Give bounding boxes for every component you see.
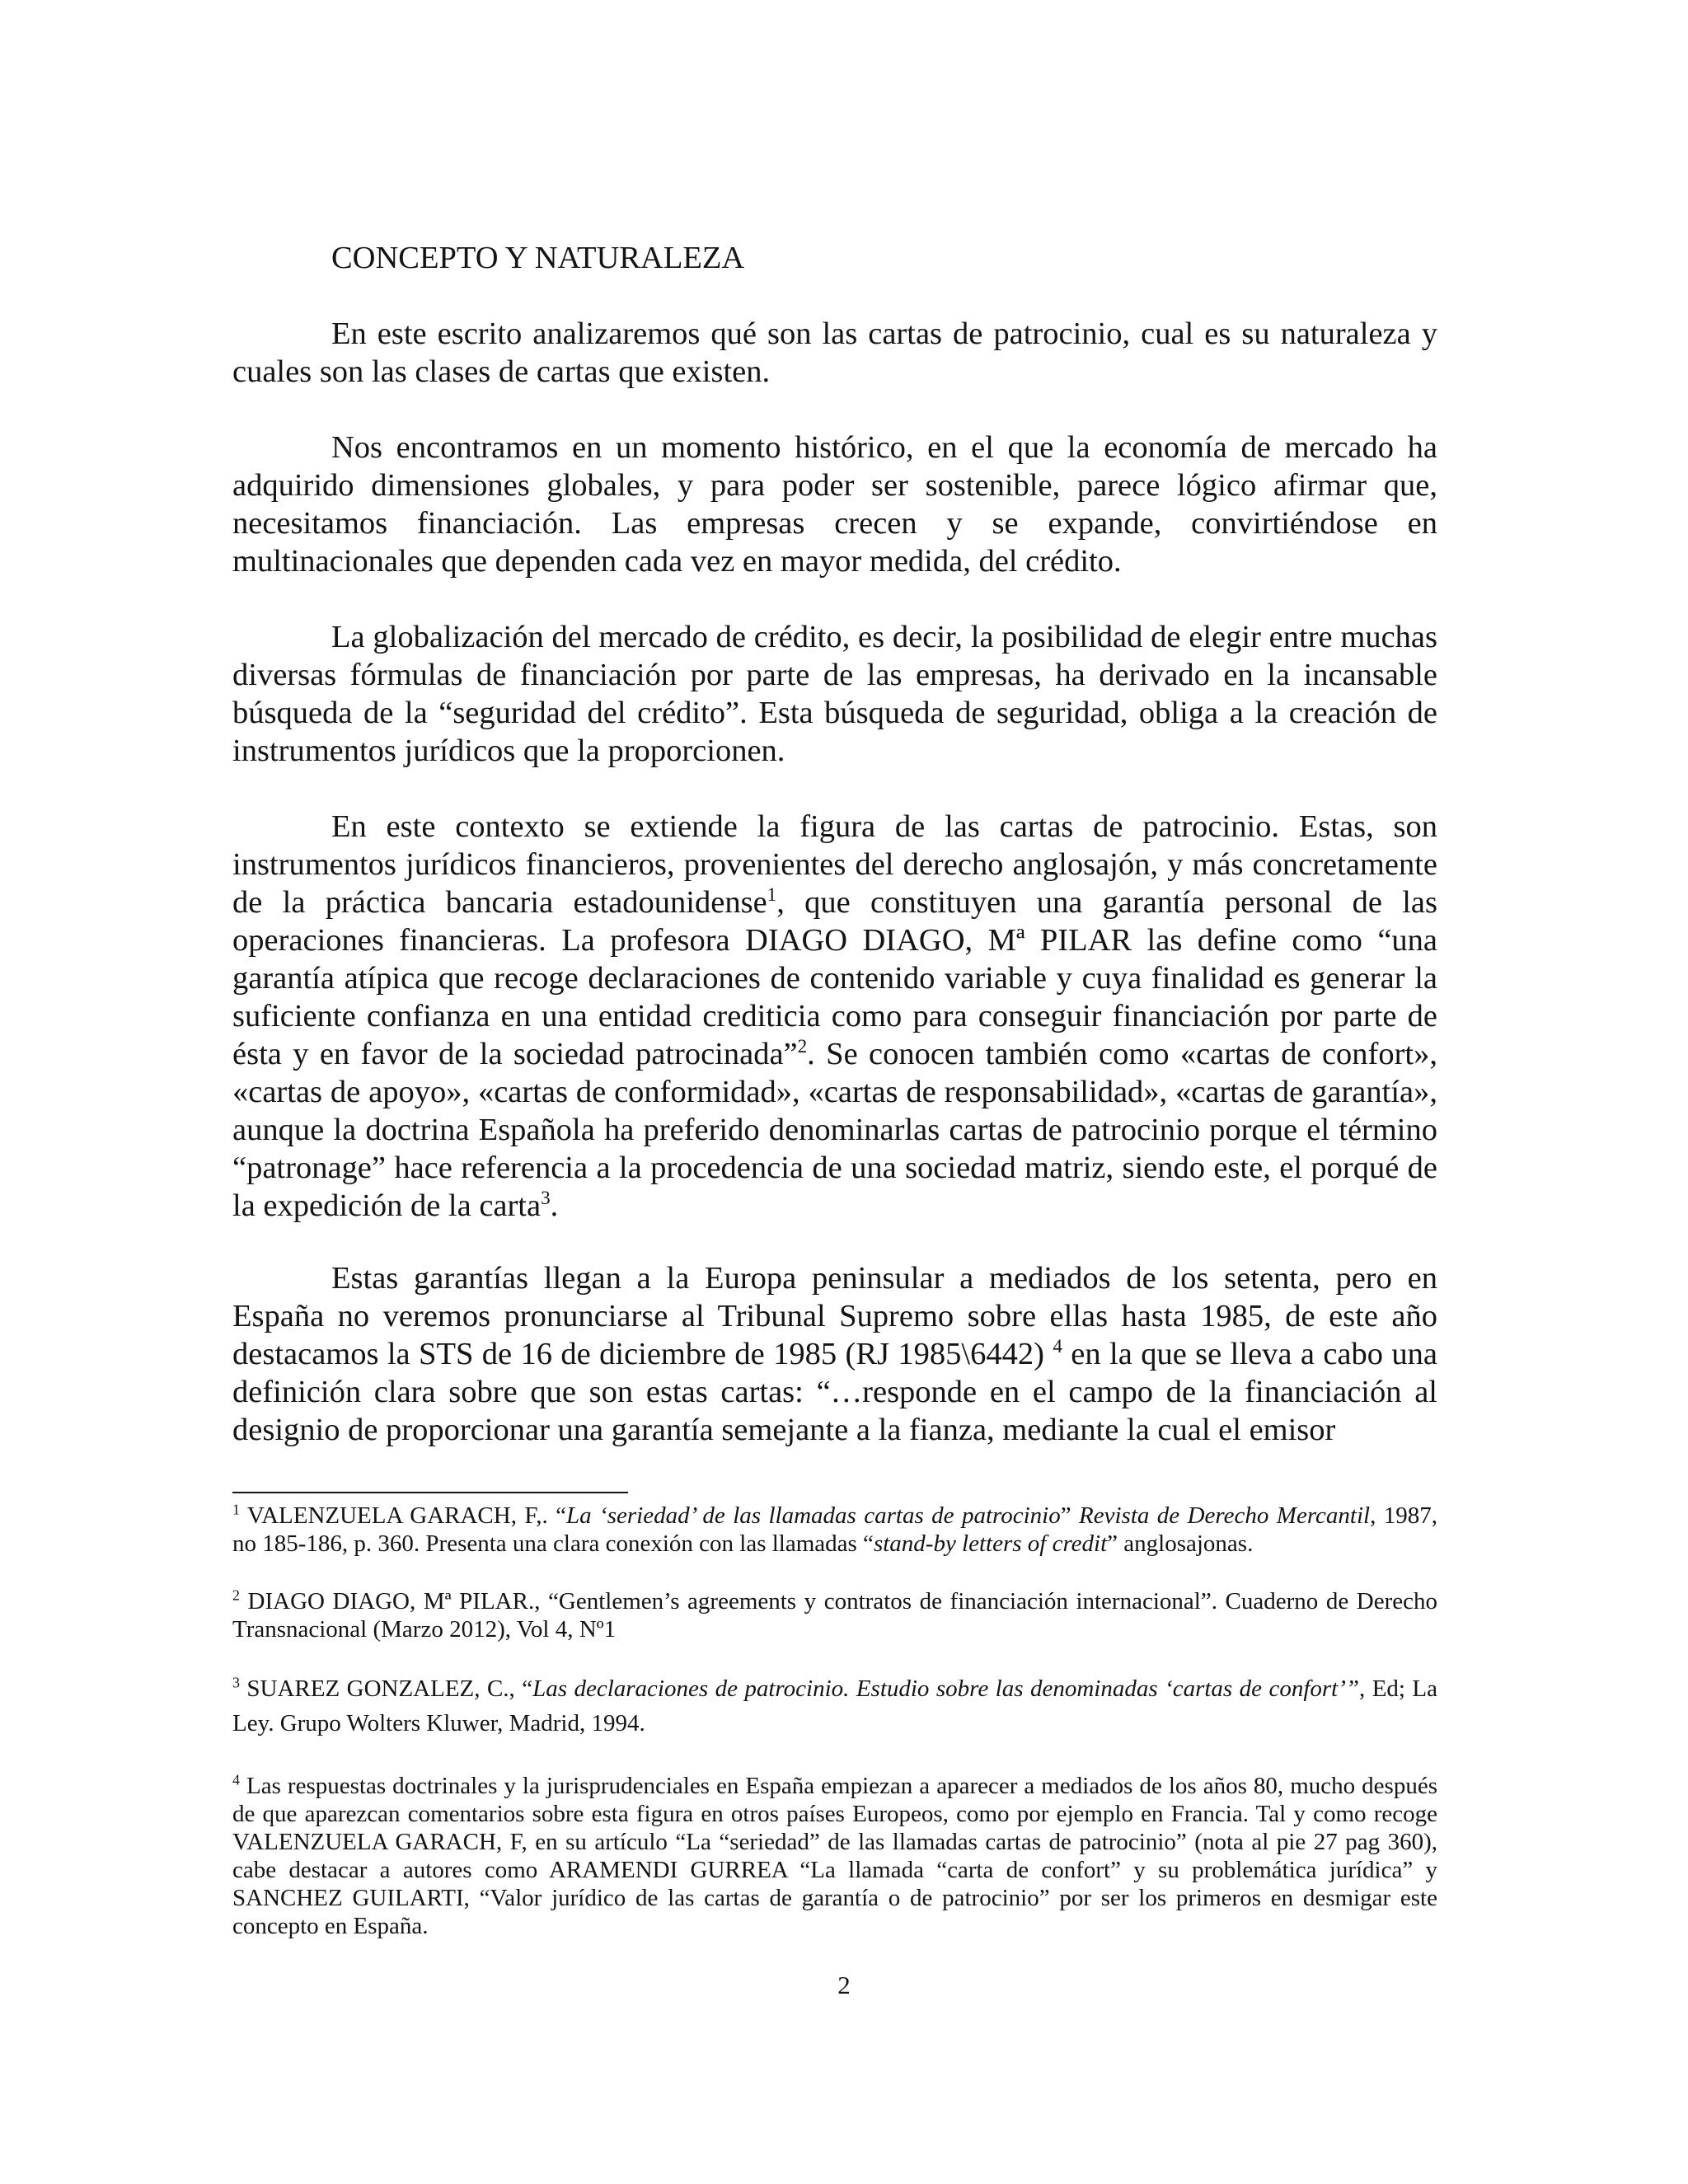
footnote-journal: Revista de Derecho Mercantil — [1079, 1502, 1371, 1529]
footnote-4 — [232, 1772, 1437, 1940]
footnote-title: La ‘seriedad’ de las llamadas cartas de patrocinio — [565, 1502, 1061, 1529]
section-heading: CONCEPTO Y NATURALEZA — [331, 241, 745, 275]
paragraph-context — [232, 429, 1437, 580]
footnote-separator — [232, 1492, 628, 1493]
page-number: 2 — [837, 1971, 851, 1999]
footnote-text: , 1987, no 185-186, p. 360. Presenta una clara conexión con las llamadas “ — [232, 1502, 1438, 1557]
paragraph-text: Estas garantías llegan a la Europa peninsular a mediados de los setenta, pero en España no veremos pronunciarse al Tribunal Supremo sobre ellas hasta 1985, de este año destacamos la STS de 16 de diciembre de 1985 (RJ 1985\6442) — [232, 1261, 1437, 1371]
footnote-text: , Ed; La Ley. Grupo Wolters Kluwer, Madrid, 1994. — [232, 1675, 1437, 1736]
paragraph-text: Nos encontramos en un momento histórico, en el que la economía de mercado ha adquirido dimensiones globales, y para poder ser sostenible, parece lógico afirmar que, necesitamos financiación. Las empresas crecen y se expande, convirtiéndose en multinacionales que dependen cada vez en mayor medida, del crédito. — [232, 430, 1437, 579]
footnote-ref-3[interactable]: 3 — [541, 1187, 551, 1209]
footnote-number: 3 — [232, 1674, 240, 1691]
footnote-ref-2[interactable]: 2 — [797, 1035, 808, 1057]
paragraph-history — [232, 1259, 1437, 1449]
paragraph-text: . — [550, 1188, 559, 1223]
footnote-number: 2 — [232, 1586, 240, 1604]
paragraph-text: En este contexto se extiende la figura de las cartas de patrocinio. Estas, son instrumentos jurídicos financieros, provenientes del derecho anglosajón, y más concretamente de la práctica bancaria estadounidense — [232, 809, 1437, 920]
paragraph-text: , que constituyen una garantía personal de las operaciones financieras. La profesora DIAGO DIAGO, Mª PILAR las define como “una garantía atípica que recoge declaraciones de contenido variable y cuya finalidad es generar la suficiente confianza en una entidad crediticia como para conseguir financiación por parte de ésta y en favor de la sociedad patrocinada” — [232, 885, 1437, 1071]
footnote-text: DIAGO DIAGO, Mª PILAR., “Gentlemen’s agreements y contratos de financiación internacional”. Cuaderno de Derecho Transnacional (Marzo 2012), Vol 4, Nº1 — [232, 1588, 1437, 1643]
paragraph-text: . Se conocen también como «cartas de confort», «cartas de apoyo», «cartas de conformidad», «cartas de responsabilidad», «cartas de garantía», aunque la doctrina Española ha preferido denominarlas cartas de patrocinio porque el término “patronage” hace referencia a la procedencia de una sociedad matriz, siendo este, el porqué de la expedición de la carta — [232, 1037, 1437, 1223]
footnote-title: Las declaraciones de patrocinio. Estudio sobre las denominadas ‘cartas de confort’” — [532, 1675, 1360, 1702]
paragraph-intro — [232, 315, 1437, 391]
footnote-3 — [232, 1671, 1437, 1741]
footnote-text: ” anglosajonas. — [1107, 1530, 1254, 1557]
paragraph-definition — [232, 808, 1437, 1225]
footnote-2 — [232, 1587, 1437, 1643]
paragraph-text: en la que se lleva a cabo una definición clara sobre que son estas cartas: “…responde en el campo de la financiación al designio de proporcionar una garantía semejante a la fianza, mediante la cual el emisor — [232, 1337, 1437, 1447]
footnote-text: SUAREZ GONZALEZ, C., “ — [239, 1675, 533, 1702]
footnote-text: VALENZUELA GARACH, F,. “ — [239, 1502, 566, 1529]
footnote-1 — [232, 1502, 1437, 1558]
footnote-number: 4 — [232, 1771, 240, 1788]
paragraph-globalization — [232, 618, 1437, 770]
paragraph-text: La globalización del mercado de crédito, es decir, la posibilidad de elegir entre muchas diversas fórmulas de financiación por parte de las empresas, ha derivado en la incansable búsqueda de la “seguridad del crédito”. Esta búsqueda de seguridad, obliga a la creación de instrumentos jurídicos que la proporcionen. — [232, 620, 1437, 768]
footnote-term: stand-by letters of credit — [873, 1530, 1108, 1557]
footnote-text: Las respuestas doctrinales y la jurisprudenciales en España empiezan a aparecer a mediados de los años 80, mucho después de que aparezcan comentarios sobre esta figura en otros países Europeos, como por ejemplo en Francia. Tal y como recoge VALENZUELA GARACH, F, en su artículo “La “seriedad” de las llamadas cartas de patrocinio” (nota al pie 27 pag 360), cabe destacar a autores como ARAMENDI GURREA “La llamada “carta de confort” y su problemática jurídica” y SANCHEZ GUILARTI, “Valor jurídico de las cartas de garantía o de patrocinio” por ser los primeros en desmigar este concepto en España. — [232, 1773, 1437, 1939]
footnote-text: ” — [1060, 1502, 1080, 1529]
footnote-number: 1 — [232, 1501, 240, 1518]
footnote-ref-1[interactable]: 1 — [767, 883, 777, 906]
footnote-ref-4[interactable]: 4 — [1053, 1335, 1062, 1357]
paragraph-text: En este escrito analizaremos qué son las cartas de patrocinio, cual es su naturaleza y cuales son las clases de cartas que existen. — [232, 316, 1437, 389]
